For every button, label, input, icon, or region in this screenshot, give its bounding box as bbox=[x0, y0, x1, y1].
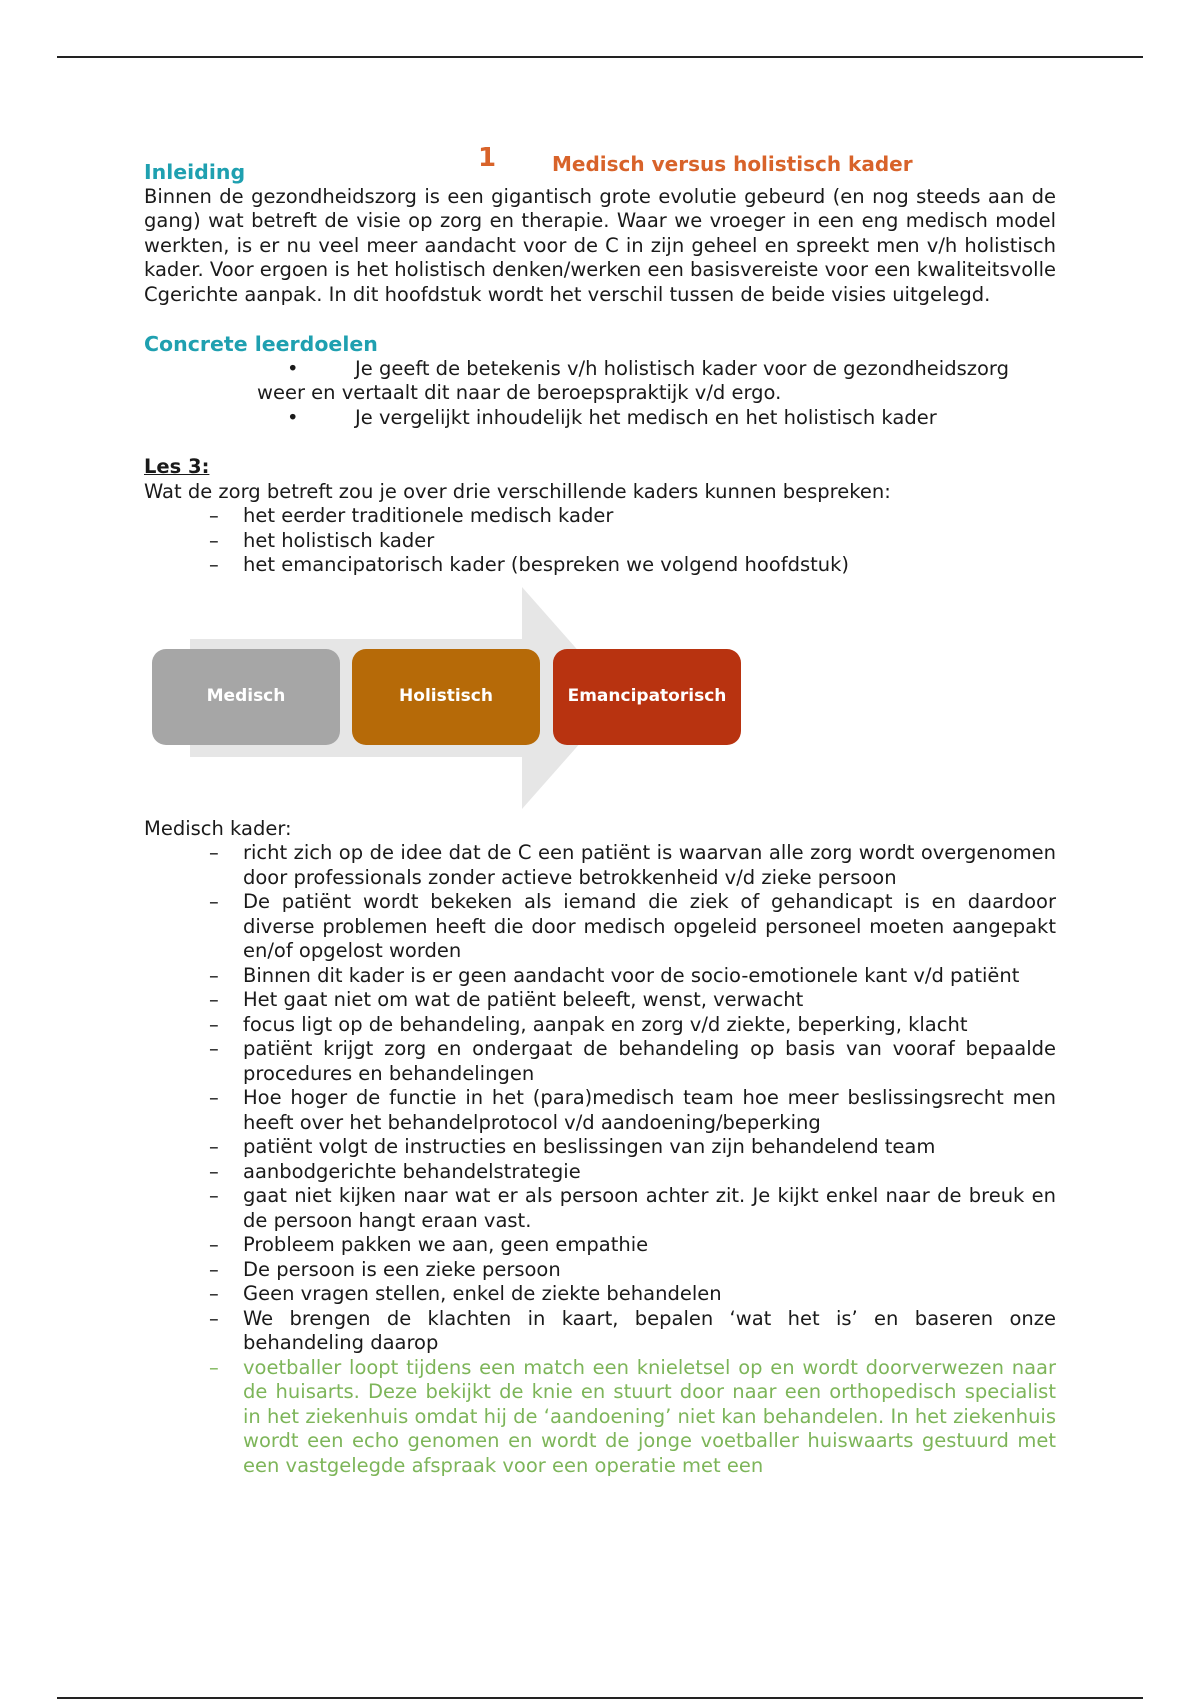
list-item: – We brengen de klachten in kaart, bepalen ‘wat het is’ en baseren onze behandeling daarop bbox=[209, 1306, 1056, 1354]
list-item: – aanbodgerichte behandelstrategie bbox=[209, 1159, 581, 1183]
medisch-list bbox=[144, 841, 1056, 1478]
les-heading: Les 3: bbox=[144, 455, 210, 478]
kaders-list bbox=[144, 504, 1056, 578]
list-item: – focus ligt op de behandeling, aanpak en zorg v/d ziekte, beperking, klacht bbox=[209, 1012, 968, 1036]
diagram-box-emancipatorisch: Emancipatorisch bbox=[553, 649, 741, 745]
list-item: – De patiënt wordt bekeken als iemand die ziek of gehandicapt is en daardoor diverse problemen heeft die door medisch opgeleid personeel moeten aangepakt en/of opgelost worden bbox=[209, 890, 1056, 962]
chapter-title: Medisch versus holistisch kader bbox=[552, 152, 913, 176]
list-item: – het holistisch kader bbox=[209, 528, 435, 552]
list-item: – Hoe hoger de functie in het (para)medisch team hoe meer beslissingsrecht men heeft over het behandelprotocol v/d aandoening/beperking bbox=[209, 1086, 1056, 1134]
list-item: – De persoon is een zieke persoon bbox=[209, 1257, 561, 1281]
list-item: • Je geeft de betekenis v/h holistisch kader voor de gezondheidszorg weer en vertaalt dit naar de beroepspraktijk v/d ergo. bbox=[257, 356, 1009, 404]
goals-heading: Concrete leerdoelen bbox=[144, 332, 378, 356]
intro-heading: Inleiding bbox=[144, 160, 246, 184]
medisch-heading: Medisch kader: bbox=[144, 816, 292, 840]
kader-diagram bbox=[150, 587, 770, 809]
list-item: – Binnen dit kader is er geen aandacht voor de socio-emotionele kant v/d patiënt bbox=[209, 963, 1020, 987]
list-item: – het emancipatorisch kader (bespreken we volgend hoofdstuk) bbox=[209, 553, 850, 576]
list-item: – patiënt krijgt zorg en ondergaat de behandeling op basis van vooraf bepaalde procedures en behandelingen bbox=[209, 1037, 1056, 1085]
footer-rule bbox=[57, 1697, 1143, 1699]
diagram-box-medisch: Medisch bbox=[152, 649, 340, 745]
list-item: – richt zich op de idee dat de C een patiënt is waarvan alle zorg wordt overgenomen door professionals zonder actieve betrokkenheid v/d zieke persoon bbox=[209, 841, 1056, 889]
bullet-icon: • bbox=[287, 405, 299, 429]
goals-list bbox=[144, 357, 1056, 431]
list-item: – Het gaat niet om wat de patiënt beleeft, wenst, verwacht bbox=[209, 988, 804, 1011]
intro-paragraph: Binnen de gezondheidszorg is een gigantisch grote evolutie gebeurd (en nog steeds aan de gang) wat betreft de visie op zorg en therapie. Waar we vroeger in een eng medisch model werkten, is er nu veel meer aandacht voor de C in zijn geheel en spreekt men v/h holistisch kader. Voor ergoen is het holistisch denken/werken een basisvereiste voor een kwaliteitsvolle Cgerichte aanpak. In dit hoofdstuk wordt het verschil tussen de beide visies uitgelegd. bbox=[144, 184, 1056, 306]
page-content bbox=[144, 142, 1056, 1478]
list-item: – gaat niet kijken naar wat er als persoon achter zit. Je kijkt enkel naar de breuk en de persoon hangt eraan vast. bbox=[209, 1184, 1056, 1232]
list-item: – het eerder traditionele medisch kader bbox=[209, 504, 614, 527]
chapter-heading bbox=[144, 142, 1056, 178]
diagram-box-holistisch: Holistisch bbox=[352, 649, 540, 745]
les-intro: Wat de zorg betreft zou je over drie verschillende kaders kunnen bespreken: bbox=[144, 479, 891, 503]
bullet-icon: • bbox=[287, 356, 299, 380]
list-item: – Probleem pakken we aan, geen empathie bbox=[209, 1233, 649, 1256]
list-item: – patiënt volgt de instructies en beslissingen van zijn behandelend team bbox=[209, 1135, 936, 1158]
list-item: • Je vergelijkt inhoudelijk het medisch en het holistisch kader bbox=[287, 405, 937, 429]
chapter-number: 1 bbox=[478, 143, 497, 173]
header-rule bbox=[57, 56, 1143, 58]
list-item: – Geen vragen stellen, enkel de ziekte behandelen bbox=[209, 1282, 722, 1305]
example-item: – voetballer loopt tijdens een match een knieletsel op en wordt doorverwezen naar de huisarts. Deze bekijkt de knie en stuurt door naar een orthopedisch specialist in het ziekenhuis omdat hij de ‘aandoening’ niet kan behandelen. In het ziekenhuis wordt een echo genomen en wordt de jonge voetballer huiswaarts gestuurd met een vastgelegde afspraak voor een operatie met een bbox=[209, 1355, 1056, 1477]
